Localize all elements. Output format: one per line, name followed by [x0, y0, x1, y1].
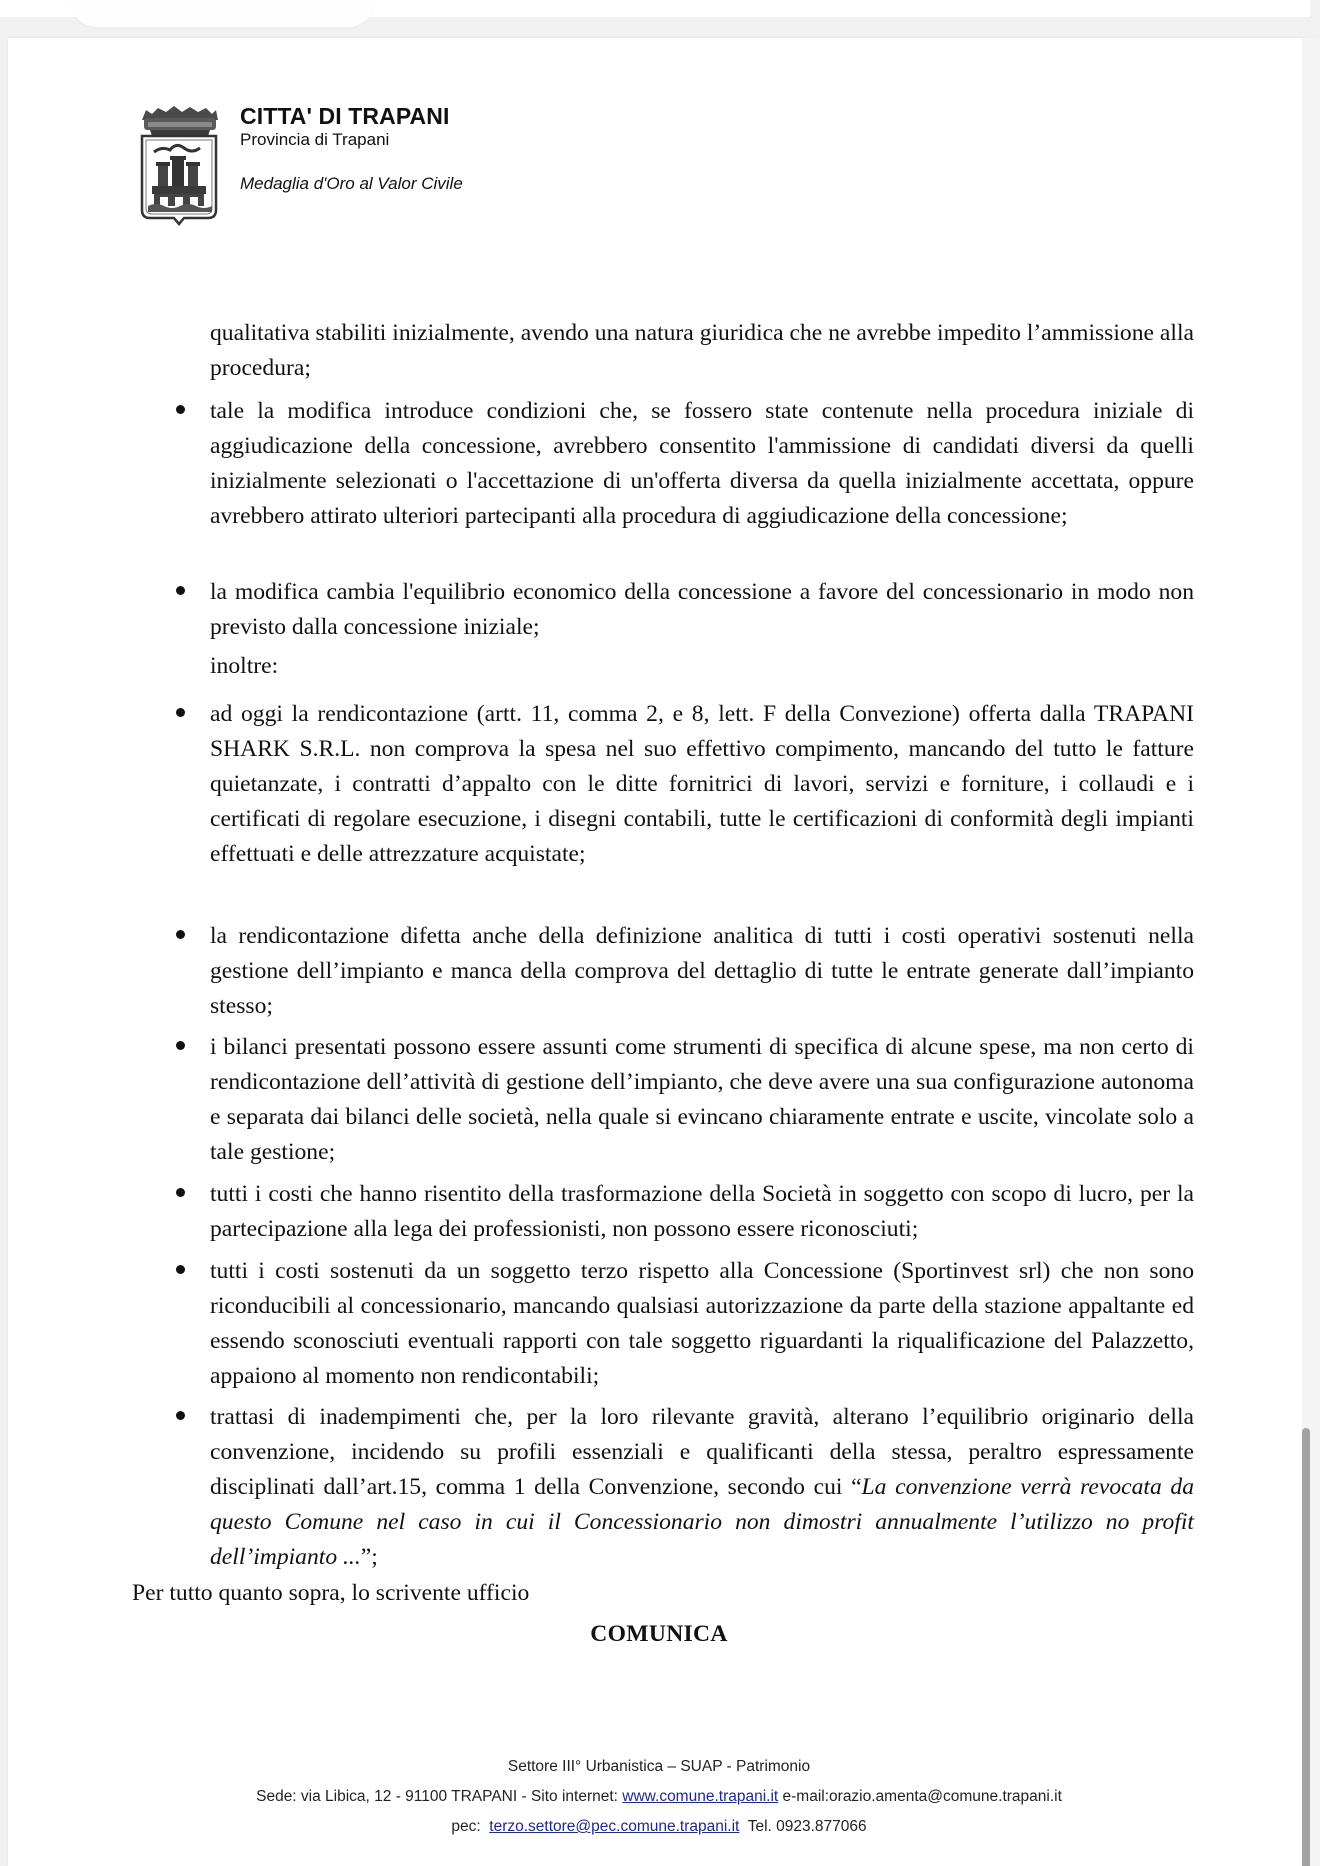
footer-contacts	[8, 1812, 1310, 1842]
footer-address	[8, 1782, 1310, 1812]
list-item: tutti i costi sostenuti da un soggetto terzo rispetto alla Concessione (Sportinvest srl) che non sono riconducibili al concessionario, mancando qualsiasi autorizzazione da parte della stazione appaltante ed essendo sconosciuti eventuali rapporti con tale soggetto riguardanti la riqualificazione del Palazzetto, appaiono al momento non rendicontabili;	[210, 1258, 1194, 1389]
list-item: la modifica cambia l'equilibrio economico della concessione a favore del concessionario in modo non previsto dalla concessione iniziale;	[210, 579, 1194, 640]
inoltre-label: inoltre:	[210, 653, 279, 679]
scrollbar-thumb[interactable]	[1302, 1428, 1310, 1866]
revocation-quote: La convenzione verrà revocata da questo Comune nel caso in cui il Concessionario non dimostri annualmente l’utilizzo no profit dell’impianto ...	[210, 1474, 1194, 1570]
bullet-icon	[176, 1265, 188, 1277]
bullet-icon	[176, 1411, 188, 1423]
bullet-icon	[176, 405, 188, 417]
footer-address-text: Sede: via Libica, 12 - 91100 TRAPANI - Sito internet:	[256, 1788, 623, 1805]
list-item: la rendicontazione difetta anche della definizione analitica di tutti i costi operativi sostenuti nella gestione dell’impianto e manca della comprova del dettaglio di tutte le entrate generate dall’impianto stesso;	[210, 923, 1194, 1019]
medal-motto: Medaglia d'Oro al Valor Civile	[240, 174, 463, 193]
continuation-paragraph: qualitativa stabiliti inizialmente, avendo una natura giuridica che ne avrebbe impedito l’ammissione alla procedura;	[210, 320, 1194, 381]
comunica-heading: COMUNICA	[590, 1621, 728, 1647]
bullet-icon	[176, 1188, 188, 1200]
trapani-coat-of-arms-icon	[136, 102, 222, 228]
letterhead-text	[240, 102, 463, 194]
bullet-icon	[176, 586, 188, 598]
footer-department: Settore III° Urbanistica – SUAP - Patrimonio	[507, 1758, 811, 1775]
previous-page-edge	[70, 0, 375, 27]
city-name: CITTA' DI TRAPANI	[240, 103, 450, 129]
bullet-icon	[176, 1041, 188, 1053]
bullet-icon	[176, 708, 188, 720]
bullet-icon	[176, 930, 188, 942]
footer-phone: Tel. 0923.877066	[739, 1818, 867, 1835]
list-item: i bilanci presentati possono essere assunti come strumenti di specifica di alcune spese, ma non certo di rendicontazione dell’attività di gestione dell’impianto, che deve avere una sua configurazione autonoma e separata dai bilanci delle società, nella quale si evincano chiaramente entrate e uscite, vincolate solo a tale gestione;	[210, 1034, 1194, 1165]
pec-label: pec:	[451, 1818, 490, 1835]
revocation-text: trattasi di inadempimenti che, per la loro rilevante gravità, alterano l’equilibrio originario della convenzione, incidendo su profili essenziali e qualificanti della stessa, peraltro espressamente disciplinati dall’art.15, comma 1 della Convenzione, secondo cui “	[210, 1404, 1194, 1500]
page-footer	[8, 1752, 1310, 1842]
list-item: tale la modifica introduce condizioni che, se fossero state contenute nella procedura iniziale di aggiudicazione della concessione, avrebbero consentito l'ammissione di candidati diversi da quelli inizialmente selezionati o l'accettazione di un'offerta diversa da quella inizialmente accettata, oppure avrebbero attirato ulteriori partecipanti alla procedura di aggiudicazione della concessione;	[210, 398, 1194, 529]
list-item: ad oggi la rendicontazione (artt. 11, comma 2, e 8, lett. F della Convezione) offerta dalla TRAPANI SHARK S.R.L. non comprova la spesa nel suo effettivo compimento, mancando del tutto le fatture quietanzate, i contratti d’appalto con le ditte fornitrici di lavori, servizi e forniture, i collaudi e i certificati di regolare esecuzione, i disegni contabili, tutte le certificazioni di conformità degli impianti effettuati e delle attrezzature acquistate;	[210, 701, 1194, 867]
website-link[interactable]: www.comune.trapani.it	[622, 1788, 779, 1805]
closing-sentence: Per tutto quanto sopra, lo scrivente ufficio	[132, 1580, 530, 1606]
document-page	[8, 38, 1310, 1866]
revocation-end: ”;	[360, 1544, 378, 1570]
pec-link[interactable]: terzo.settore@pec.comune.trapani.it	[489, 1818, 740, 1835]
list-item-revocation	[210, 1400, 1194, 1575]
letterhead	[136, 102, 463, 228]
province-name: Provincia di Trapani	[240, 130, 390, 149]
footer-email: e-mail:orazio.amenta@comune.trapani.it	[778, 1788, 1062, 1805]
list-item: tutti i costi che hanno risentito della trasformazione della Società in soggetto con scopo di lucro, per la partecipazione alla lega dei professionisti, non possono essere riconosciuti;	[210, 1181, 1194, 1242]
